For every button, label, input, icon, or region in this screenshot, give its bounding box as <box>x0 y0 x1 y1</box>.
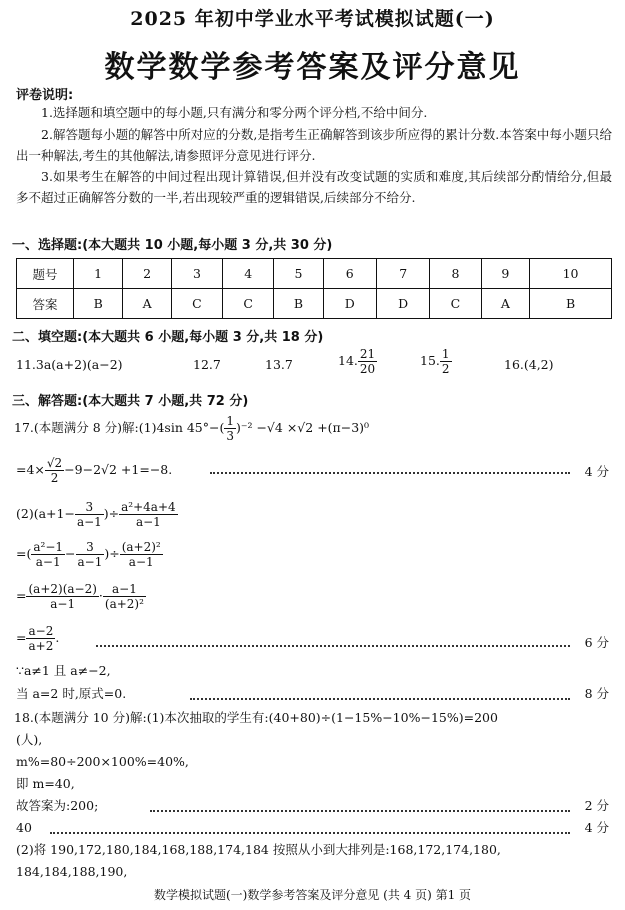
fraction <box>440 347 452 376</box>
table-cell: 9 <box>481 259 530 289</box>
row-label-answer: 答案 <box>17 289 74 319</box>
q17-step-3 <box>16 540 163 569</box>
table-cell: D <box>323 289 376 319</box>
numerator: a²+4a+4 <box>121 500 176 514</box>
note-item-3: 3.如果考生在解答的中间过程出现计算错误,但并没有改变试题的实质和难度,其后续部分酌情给分,但最多不超过正确解答分数的一半,若出现较严重的逻辑错误,后续部分不给分. <box>16 169 612 205</box>
dot-leader <box>50 832 570 834</box>
fraction <box>120 540 163 569</box>
numerator: √2 <box>46 456 63 470</box>
q18-line-7: (2)将 190,172,180,184,168,188,174,184 按照从小到大排列是:168,172,174,180, <box>16 842 501 857</box>
fraction <box>75 500 104 529</box>
denominator: a+2 <box>28 639 54 653</box>
table-cell: 4 <box>223 259 274 289</box>
numerator: a−1 <box>103 582 146 597</box>
expr-part: =( <box>16 546 32 561</box>
dot-leader <box>210 472 570 474</box>
table-cell: C <box>430 289 481 319</box>
note-item-1: 1.选择题和填空题中的每小题,只有满分和零分两个评分档,不给中间分. <box>41 105 428 120</box>
fraction <box>103 582 146 611</box>
denominator: a−1 <box>135 515 161 529</box>
denominator: a−1 <box>77 555 103 569</box>
section1-heading: 一、选择题:(本大题共 10 小题,每小题 3 分,共 30 分) <box>12 238 333 253</box>
denominator: a−1 <box>50 597 76 611</box>
table-cell: B <box>74 289 123 319</box>
numerator: a−2 <box>28 624 54 638</box>
expr-part: . <box>55 630 60 645</box>
q17-condition: ∵a≠1 且 a≠−2, <box>16 663 111 678</box>
score-mark: 8 分 <box>584 686 609 701</box>
numerator: 3 <box>75 500 104 515</box>
table-cell: 6 <box>323 259 376 289</box>
fill-answer-12: 12.7 <box>193 357 221 372</box>
q17-result: 当 a=2 时,原式=0. <box>16 686 127 701</box>
expr-part: (2)(a+1− <box>16 506 75 521</box>
fraction <box>26 624 55 653</box>
q18-line-4: 即 m=40, <box>16 776 75 791</box>
table-cell: 7 <box>376 259 429 289</box>
denominator: a−1 <box>128 555 154 569</box>
q17-step-2 <box>16 500 178 529</box>
denominator: 2 <box>441 362 450 376</box>
denominator: 3 <box>226 429 234 443</box>
fill-answer-16: 16.(4,2) <box>504 357 554 372</box>
score-mark: 2 分 <box>584 798 609 813</box>
fraction <box>358 347 377 376</box>
multiple-choice-answer-table <box>16 258 612 319</box>
q18-line-5: 故答案为:200; <box>16 798 99 813</box>
table-cell: A <box>481 289 530 319</box>
expr-part: = <box>16 630 27 645</box>
section2-heading: 二、填空题:(本大题共 6 小题,每小题 3 分,共 18 分) <box>12 330 324 345</box>
fraction <box>224 414 236 443</box>
table-cell: 3 <box>171 259 222 289</box>
numerator: 1 <box>441 347 450 361</box>
table-cell: 8 <box>430 259 481 289</box>
q17-step-5 <box>16 624 59 653</box>
exam-title: 2025 年初中学业水平考试模拟试题(一) <box>130 8 495 30</box>
q18-line-6: 40 <box>16 820 32 835</box>
table-row-numbers <box>17 259 612 289</box>
numerator: 1 <box>226 414 234 428</box>
q17-intro-text: 17.(本题满分 8 分)解:(1)4sin 45°−( <box>14 420 225 435</box>
expr-part: =4× <box>16 462 45 477</box>
numerator: 3 <box>76 540 105 555</box>
table-cell: 10 <box>530 259 612 289</box>
expr-part: − <box>65 546 76 561</box>
fraction <box>119 500 178 529</box>
numerator: a²−1 <box>33 540 64 554</box>
table-cell: C <box>223 289 274 319</box>
q17-step-4 <box>16 582 146 611</box>
denominator: a−1 <box>76 515 102 529</box>
expr-part: −9−2√2 +1=−8. <box>64 462 173 477</box>
page-title: 数学数学参考答案及评分意见 <box>104 50 521 85</box>
q17-intro <box>14 414 369 443</box>
q18-line-3: m%=80÷200×100%=40%, <box>16 754 189 769</box>
section3-heading: 三、解答题:(本大题共 7 小题,共 72 分) <box>12 394 249 409</box>
table-cell: A <box>123 289 172 319</box>
table-row-answers <box>17 289 612 319</box>
expr-part: · <box>98 588 103 603</box>
score-mark: 6 分 <box>584 635 609 650</box>
table-cell: 5 <box>274 259 323 289</box>
table-cell: B <box>530 289 612 319</box>
denominator: 20 <box>359 362 376 376</box>
q18-line-2: (人), <box>16 732 43 747</box>
fill-answer-15 <box>420 347 452 376</box>
q17-intro-tail: )⁻² −√4 ×√2 +(π−3)⁰ <box>236 420 370 435</box>
denominator: (a+2)² <box>104 597 144 611</box>
fraction <box>26 582 98 611</box>
denominator: a−1 <box>35 555 61 569</box>
dot-leader <box>96 645 570 647</box>
q17-step-1 <box>16 456 172 485</box>
expr-part: )÷ <box>103 506 120 521</box>
table-cell: D <box>376 289 429 319</box>
table-cell: 2 <box>123 259 172 289</box>
answer-prefix: 14. <box>338 353 358 368</box>
fill-answer-14 <box>338 347 377 376</box>
denominator: 2 <box>50 471 59 485</box>
fill-answer-11: 11.3a(a+2)(a−2) <box>16 357 123 372</box>
fill-answer-13: 13.7 <box>265 357 293 372</box>
dot-leader <box>150 810 570 812</box>
table-cell: C <box>171 289 222 319</box>
fraction <box>45 456 64 485</box>
dot-leader <box>190 698 570 700</box>
score-mark: 4 分 <box>584 820 609 835</box>
table-cell: 1 <box>74 259 123 289</box>
notes-heading: 评卷说明: <box>16 88 74 103</box>
numerator: 21 <box>359 347 376 361</box>
answer-prefix: 15. <box>420 353 440 368</box>
score-mark: 4 分 <box>584 464 609 479</box>
row-label-number: 题号 <box>17 259 74 289</box>
page-footer: 数学模拟试题(一)数学参考答案及评分意见 (共 4 页) 第1 页 <box>153 888 472 902</box>
table-cell: B <box>274 289 323 319</box>
q18-line-1: 18.(本题满分 10 分)解:(1)本次抽取的学生有:(40+80)÷(1−15%−10%−15%)=200 <box>14 710 498 725</box>
fraction <box>76 540 105 569</box>
note-item-2: 2.解答题每小题的解答中所对应的分数,是指考生正确解答到该步所应得的累计分数.本答案中每小题只给出一种解法,考生的其他解法,请参照评分意见进行评分. <box>16 127 612 163</box>
numerator: (a+2)(a−2) <box>28 582 97 596</box>
expr-part: )÷ <box>104 546 120 561</box>
numerator: (a+2)² <box>121 540 161 554</box>
fraction <box>31 540 65 569</box>
q18-line-8: 184,184,188,190, <box>16 864 128 879</box>
expr-part: = <box>16 588 27 603</box>
